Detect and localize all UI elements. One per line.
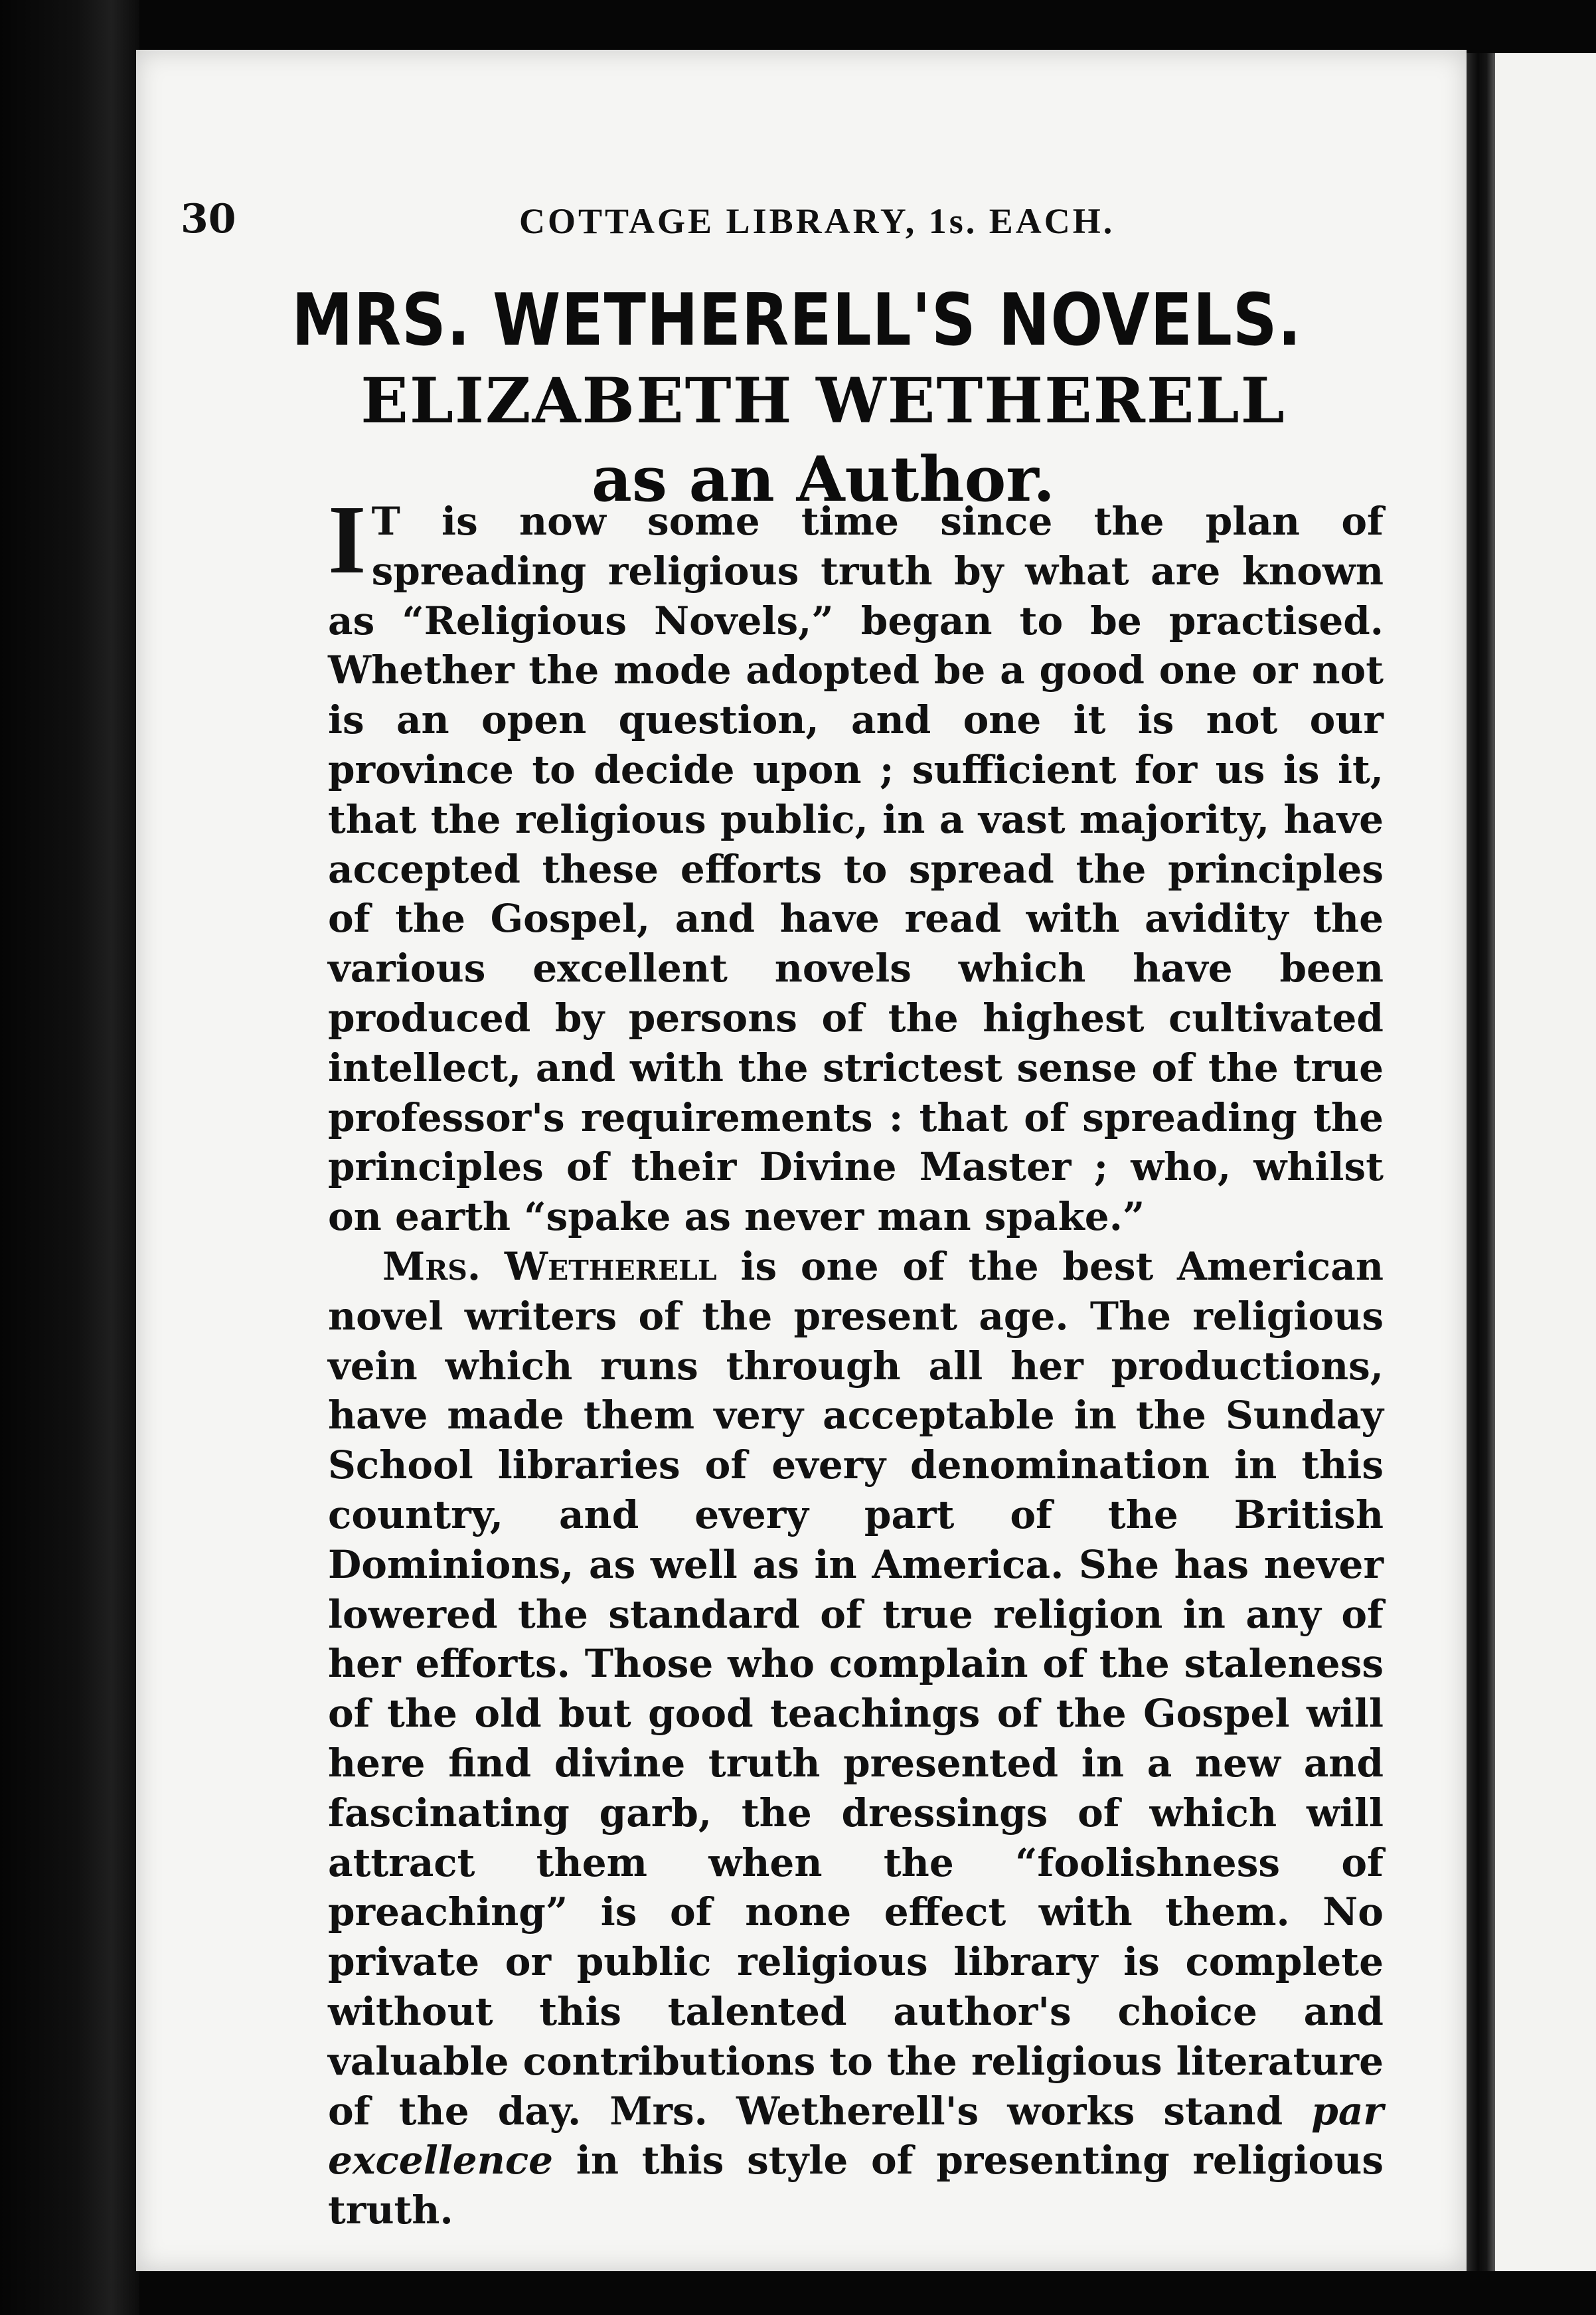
- paragraph-2-italic: par excellence: [328, 2088, 1384, 2184]
- page-title: MRS. WETHERELL'S NOVELS.: [291, 279, 1302, 362]
- paragraph-2-text: is one of the best American novel writers of the present age. The religious vein which runs through all her productions, have made them very acceptable in the Sunday School libraries of every denomination in this country, and every part of the British Dominions, as well as in America. She has never lowered the standard of true religion in any of her efforts. Those who complain of the staleness of the old but good teachings of the Gospel will here find divine truth presented in a new and fascinating garb, the dressings of which will attract them when the “foolishness of preaching” is of none effect with them. No private or public religious library is complete without this talented author's choice and valuable contributions to the religious literature of the day. Mrs. Wetherell's works stand: [328, 1243, 1384, 2134]
- paragraph-1: [328, 485, 1384, 1242]
- subtitle-rest: as an Author.: [592, 443, 1055, 516]
- paragraph-1-text: T is now some time since the plan of spreading religious truth by what are known as “Religious Novels,” began to be practised. Whether the mode adopted be a good one or not is an open question, and one it is not our province to decide upon ; sufficient for us is it, that the religious public, in a vast majority, have accepted these efforts to spread the principles of the Gospel, and have read with avidity the various excellent novels which have been produced by persons of the highest cultivated intellect, and with the strictest sense of the true professor's requirements : that of spreading the principles of their Divine Master ; who, whilst on earth “spake as never man spake.”: [328, 499, 1384, 1240]
- page-subtitle: [332, 362, 1315, 519]
- drop-cap: I: [328, 485, 366, 594]
- subtitle-name: ELIZABETH WETHERELL: [360, 365, 1286, 438]
- paragraph-2: [328, 1242, 1384, 2235]
- book-left-edge: [0, 0, 139, 2315]
- paragraph-2-lead: Mrs. Wetherell: [382, 1243, 717, 1289]
- book-gutter: [1467, 53, 1495, 2271]
- page-number: 30: [181, 196, 236, 242]
- facing-page-edge: [1495, 53, 1596, 2271]
- article-body: [328, 485, 1384, 2235]
- running-head: COTTAGE LIBRARY, 1s. EACH.: [519, 201, 1115, 241]
- page-header: [181, 196, 1176, 249]
- paragraph-2-ending: in this style of presenting religious truth.: [328, 2138, 1384, 2233]
